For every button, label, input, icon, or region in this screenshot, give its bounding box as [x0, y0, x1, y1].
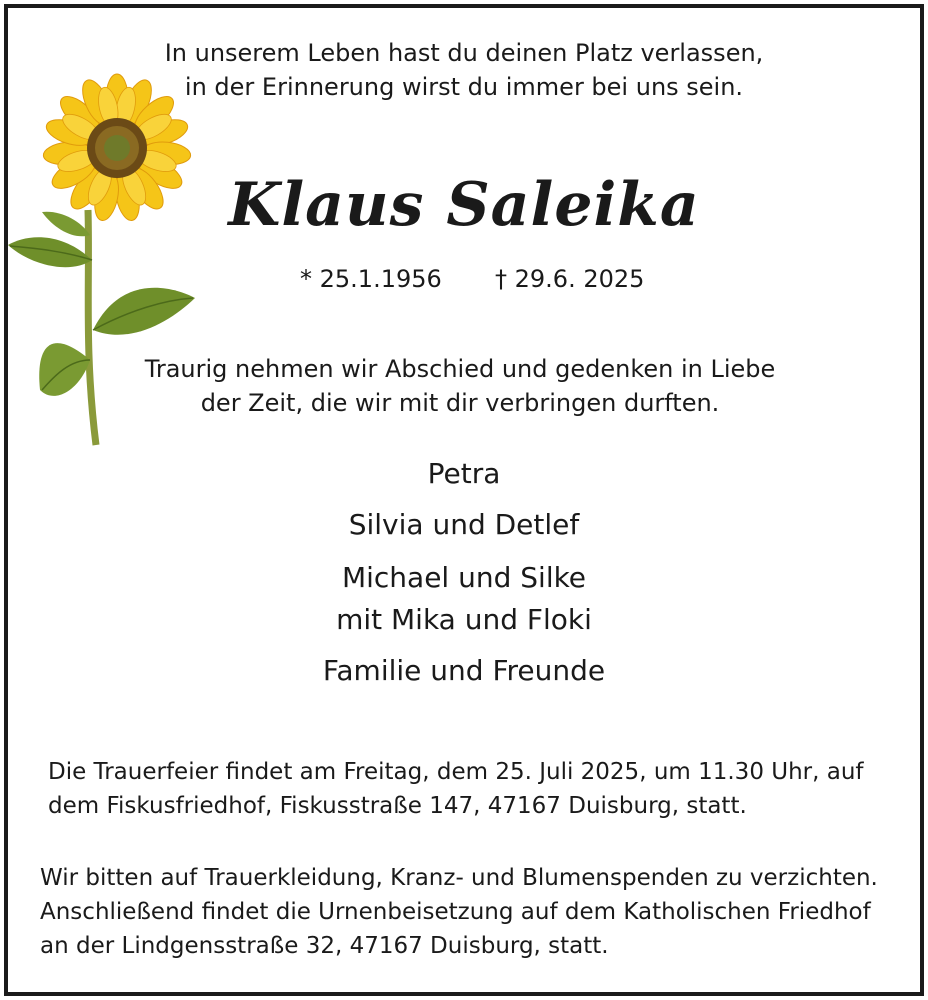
mourner-3a: Michael und Silke	[341, 561, 587, 594]
motto-line-2: in der Erinnerung wirst du immer bei uns sein.	[184, 73, 744, 101]
intro-line-1: Traurig nehmen wir Abschied und gedenken in Liebe	[144, 355, 776, 383]
intro-text	[0, 352, 920, 420]
death-date: † 29.6. 2025	[495, 265, 645, 293]
birth-date: * 25.1.1956	[300, 265, 442, 293]
notice-line-2: Anschließend findet die Urnenbeisetzung auf dem Katholischen Friedhof	[40, 899, 871, 925]
funeral-line-2: dem Fiskusfriedhof, Fiskusstraße 147, 47167 Duisburg, statt.	[48, 793, 747, 819]
mourner-1: Petra	[427, 457, 501, 490]
notice-info	[40, 861, 878, 963]
funeral-line-1: Die Trauerfeier findet am Freitag, dem 25. Juli 2025, um 11.30 Uhr, auf	[48, 759, 864, 785]
intro-line-2: der Zeit, die wir mit dir verbringen durften.	[200, 389, 720, 417]
motto-line-1: In unserem Leben hast du deinen Platz verlassen,	[164, 39, 764, 67]
mourner-2: Silvia und Detlef	[348, 508, 580, 541]
motto	[0, 36, 928, 104]
notice-line-3: an der Lindgensstraße 32, 47167 Duisburg, statt.	[40, 933, 609, 959]
funeral-info	[48, 755, 864, 823]
mourner-3b: mit Mika und Floki	[336, 603, 592, 636]
deceased-name: Klaus Saleika	[228, 170, 700, 240]
mourner-4: Familie und Freunde	[322, 654, 606, 687]
notice-line-1: Wir bitten auf Trauerkleidung, Kranz- und Blumenspenden zu verzichten.	[40, 865, 878, 891]
